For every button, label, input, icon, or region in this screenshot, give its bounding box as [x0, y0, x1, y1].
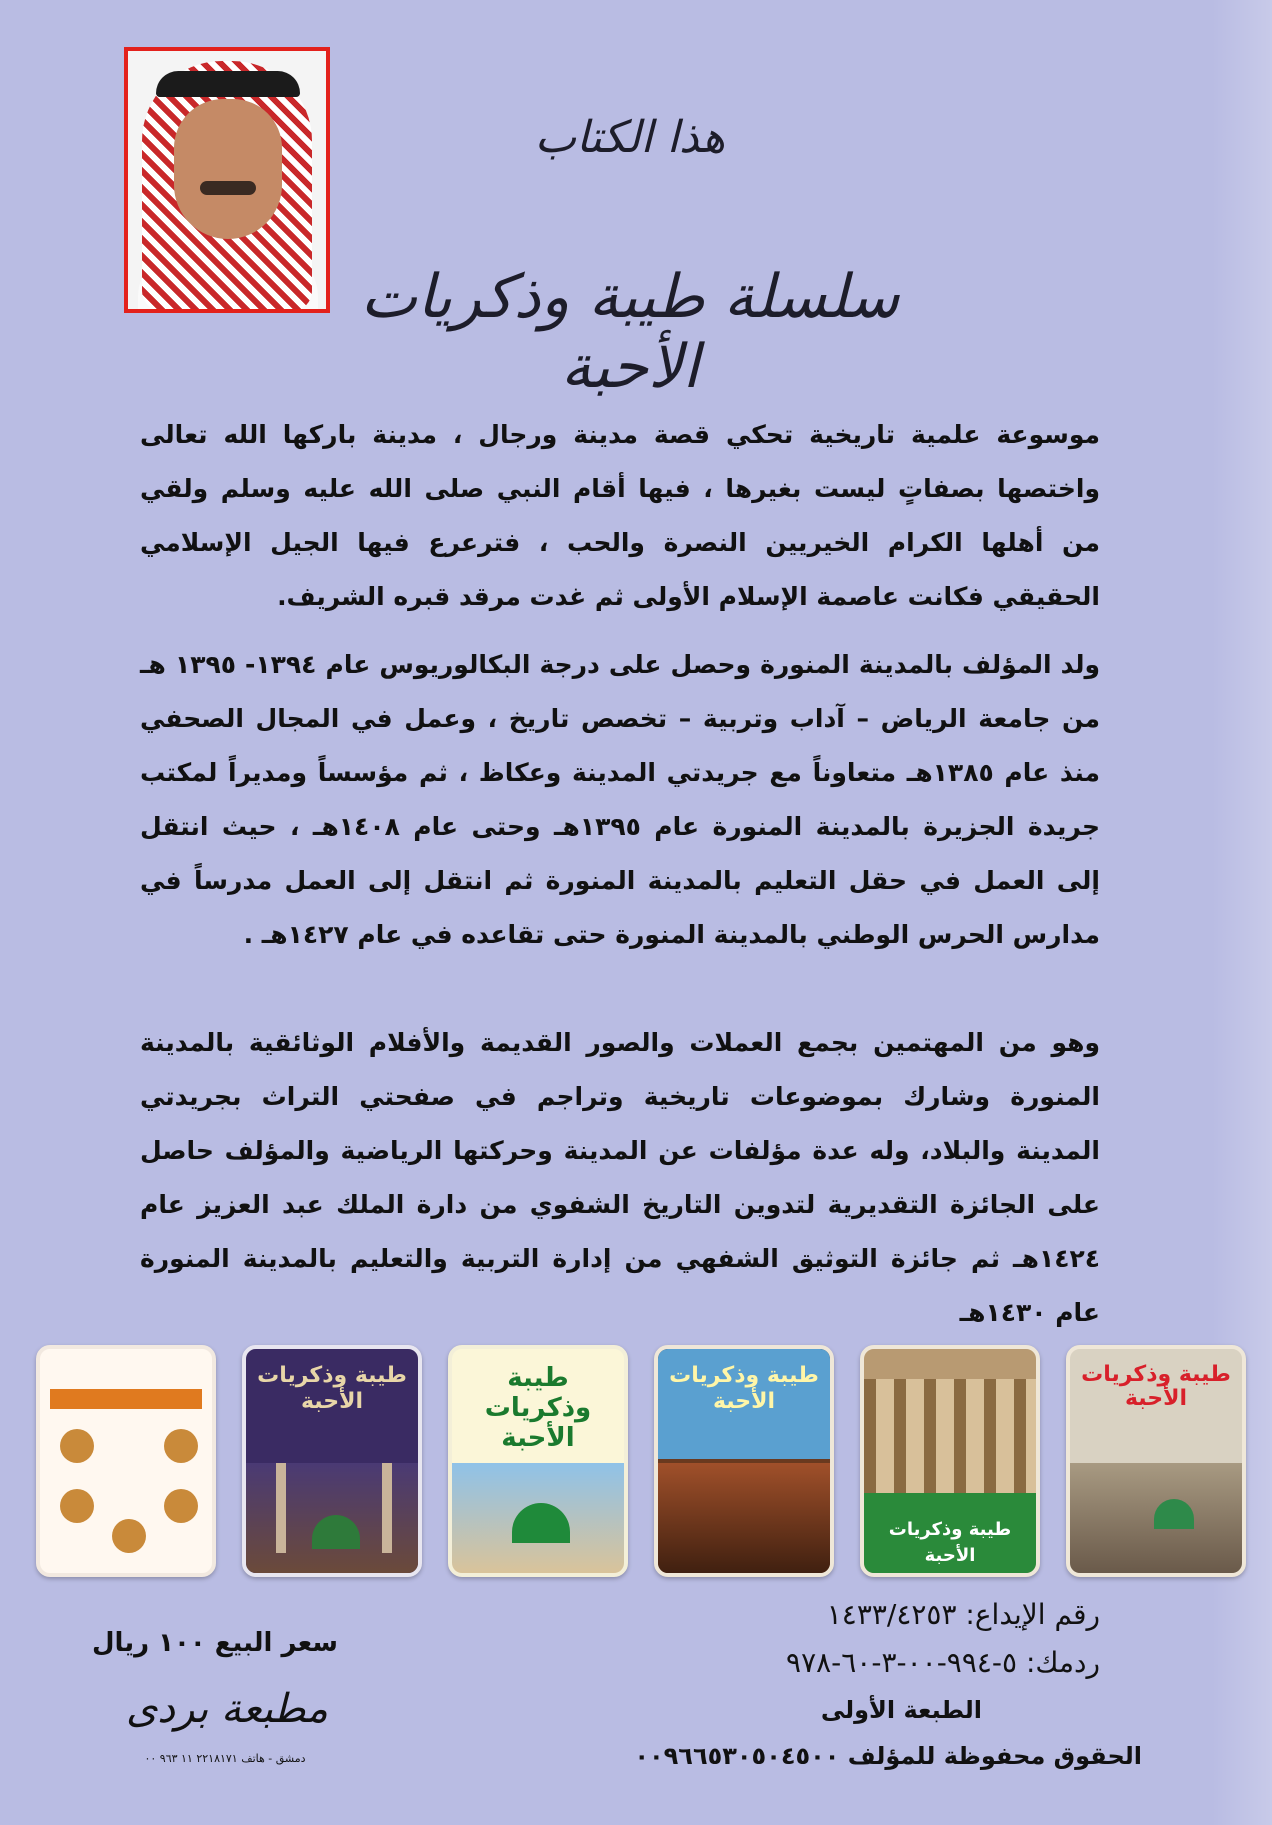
series-cover	[36, 1345, 216, 1577]
series-covers	[36, 1345, 1236, 1585]
price: سعر البيع ١٠٠ ريال	[92, 1628, 338, 1658]
paragraph-author-bio: ولد المؤلف بالمدينة المنورة وحصل على درجة البكالوريوس عام ١٣٩٤- ١٣٩٥ هـ من جامعة الرياض – آداب وتربية – تخصص تاريخ ، وعمل في المجال الصحفي منذ عام ١٣٨٥هـ متعاوناً مع جريدتي المدينة وعكاظ ، ثم مؤسساً ومديراً لمكتب جريدة الجزيرة بالمدينة المنورة عام ١٣٩٥هـ وحتى عام ١٤٠٨هـ ، حيث انتقل إلى العمل في حقل التعليم بالمدينة المنورة ثم انتقل إلى العمل مدرساً في مدارس الحرس الوطني بالمدينة المنورة حتى تقاعده في عام ١٤٢٧هـ .	[140, 650, 1101, 949]
series-cover	[654, 1345, 834, 1577]
series-cover	[1066, 1345, 1246, 1577]
series-cover	[242, 1345, 422, 1577]
cover-title: طيبة وذكريات الأحبة	[1081, 1362, 1231, 1411]
edition: الطبعة الأولى	[820, 1696, 982, 1724]
series-title: سلسلة طيبة وذكريات الأحبة	[360, 262, 900, 402]
book-label: هذا الكتاب	[534, 112, 726, 163]
isbn: ردمك: ٥-٩٩٤-٠٠-٣-٦٠-٩٧٨	[786, 1646, 1100, 1679]
publisher-logo: مطبعة بردى	[125, 1686, 329, 1732]
publisher-contact: دمشق - هاتف ٢٢١٨١٧١ ١١ ٩٦٣ ٠٠	[144, 1752, 306, 1765]
paragraph-author-activities: وهو من المهتمين بجمع العملات والصور القديمة والأفلام الوثائقية بالمدينة المنورة وشارك بموضوعات تاريخية وتراجم في صفحتي التراث بجريدتي المدينة والبلاد، وله عدة مؤلفات عن المدينة وحركتها الرياضية والمؤلف حاصل على الجائزة التقديرية لتدوين التاريخ الشفوي من دارة الملك عبد العزيز عام ١٤٢٤هـ ثم جائزة التوثيق الشفهي من إدارة التربية والتعليم بالمدينة المنورة عام ١٤٣٠هـ	[140, 1028, 1100, 1327]
cover-title: طيبة وذكريات الأحبة	[257, 1363, 407, 1414]
copyright-notice: الحقوق محفوظة للمؤلف ٠٠٩٦٦٥٣٠٥٠٤٥٠٠	[634, 1742, 1142, 1770]
cover-title: طيبة وذكريات الأحبة	[484, 1363, 592, 1453]
cover-title: طيبة وذكريات الأحبة	[669, 1363, 819, 1414]
series-cover	[860, 1345, 1040, 1577]
series-cover	[448, 1345, 628, 1577]
legal-deposit-number: رقم الإيداع: ١٤٣٣/٤٢٥٣	[826, 1598, 1100, 1631]
author-portrait	[124, 47, 330, 313]
paragraph-description: موسوعة علمية تاريخية تحكي قصة مدينة ورجال ، مدينة باركها الله تعالى واختصها بصفاتٍ ليست بغيرها ، فيها أقام النبي صلى الله عليه وسلم ولقي من أهلها الكرام الخيريين النصرة والحب ، فترعرع فيها الجيل الإسلامي الحقيقي فكانت عاصمة الإسلام الأولى ثم غدت مرقد قبره الشريف.	[140, 420, 1100, 611]
cover-title: طيبة وذكريات الأحبة	[888, 1519, 1012, 1566]
